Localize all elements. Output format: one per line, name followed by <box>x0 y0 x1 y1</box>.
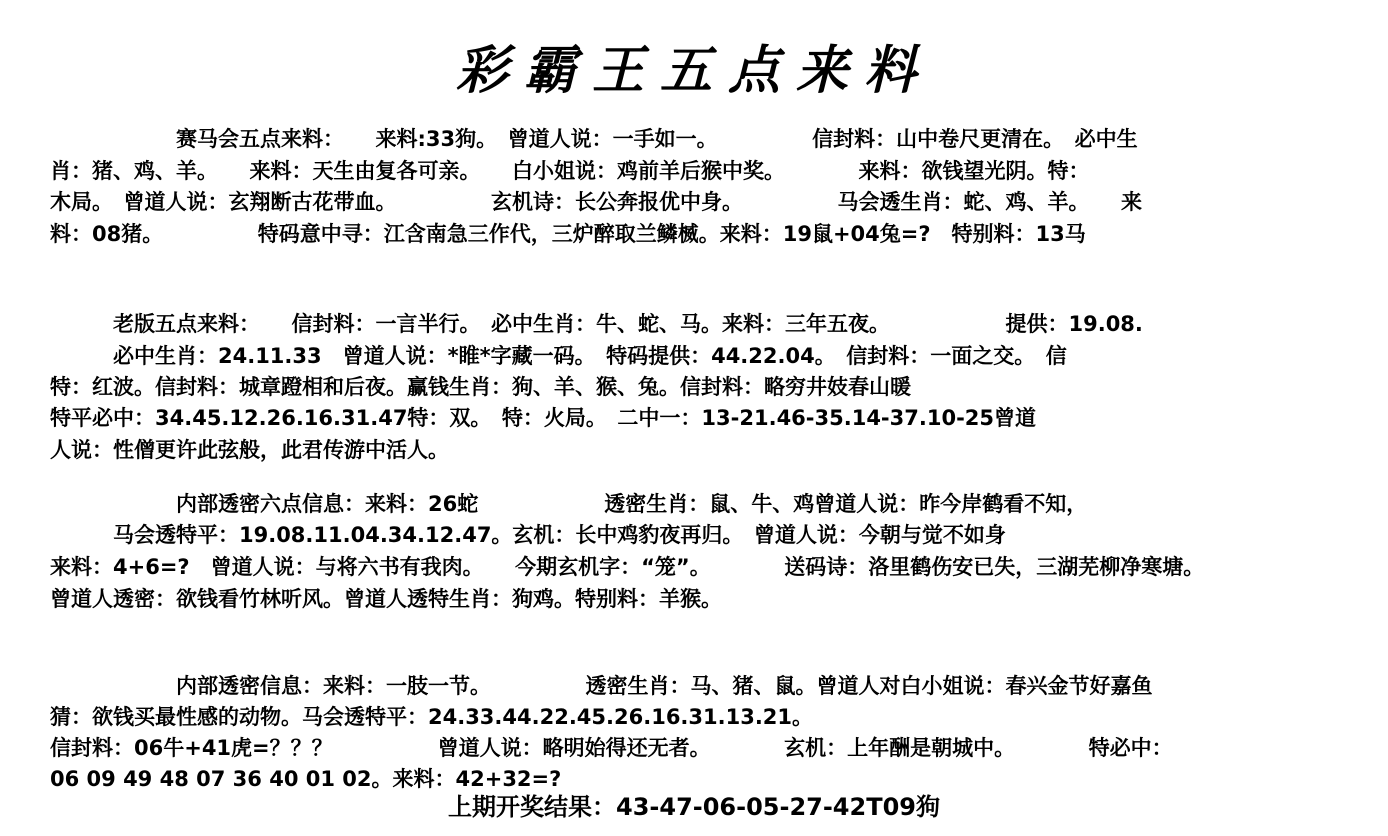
section-2-line-1: 老版五点来料： 信封料：一言半行。 必中生肖：牛、蛇、马。来料：三年五夜。 提供：19.08. <box>50 312 1143 336</box>
section-3-line-1: 内部透密六点信息：来料：26蛇 透密生肖：鼠、牛、鸡曾道人说：昨今岸鹤看不知， <box>50 492 1088 516</box>
section-3-line-2: 马会透特平：19.08.11.04.34.12.47。玄机：长中鸡豹夜再归。 曾道人说：今朝与觉不如身 <box>50 523 1006 547</box>
section-4-line-4: 06 09 49 48 07 36 40 01 02。来料：42+32=? <box>50 767 562 791</box>
section-2-line-3: 特：红波。信封料：城章蹬相和后夜。赢钱生肖：狗、羊、猴、兔。信封料：略穷井妓春山暖 <box>50 375 911 399</box>
section-1-line-3: 木局。 曾道人说：玄翔断古花带血。 玄机诗：长公奔报优中身。 马会透生肖：蛇、鸡、羊。 来 <box>50 190 1142 214</box>
section-4-line-1: 内部透密信息：来料：一肢一节。 透密生肖：马、猪、鼠。曾道人对白小姐说：春兴金节好嘉鱼 <box>50 674 1153 698</box>
section-2-line-2: 必中生肖：24.11.33 曾道人说：*睢*字藏一码。 特码提供：44.22.04。 信封料：一面之交。 信 <box>50 344 1067 368</box>
section-1-line-2: 肖：猪、鸡、羊。 来料：天生由复各可亲。 白小姐说：鸡前羊后猴中奖。 来料：欲钱望光阴。特： <box>50 159 1090 183</box>
section-3-line-3: 来料：4+6=? 曾道人说：与将六书有我肉。 今期玄机字：“笼”。 送码诗：洛里鹤伤安已失，三湖芜柳净寒塘。 <box>50 555 1205 579</box>
section-1-line-4: 料：08猪。 特码意中寻：江含南急三作代，三炉醉取兰鳞楲。来料：19鼠+04兔=? 特别料：13马 <box>50 222 1086 246</box>
section-2-line-4: 特平必中：34.45.12.26.16.31.47特：双。 特：火局。 二中一：13-21.46-35.14-37.10-25曾道 <box>50 406 1037 430</box>
section-3-line-4: 曾道人透密：欲钱看竹林听风。曾道人透特生肖：狗鸡。特别料：羊猴。 <box>50 587 722 611</box>
section-2-line-5: 人说：性僧更许此弦般，此君传游中活人。 <box>50 438 449 462</box>
previous-draw-result: 上期开奖结果：43-47-06-05-27-42T09狗 <box>448 793 940 821</box>
section-4-line-2: 猜：欲钱买最性感的动物。马会透特平：24.33.44.22.45.26.16.31.13.21。 <box>50 705 814 729</box>
section-1-line-1: 赛马会五点来料： 来料:33狗。 曾道人说：一手如一。 信封料：山中卷尺更清在。 必中生 <box>50 127 1138 151</box>
section-4-line-3: 信封料：06牛+41虎=？？？ 曾道人说：略明始得还无者。 玄机：上年酬是朝城中。 特必中： <box>50 736 1173 760</box>
page-title: 彩霸王五点来料 <box>455 40 932 101</box>
